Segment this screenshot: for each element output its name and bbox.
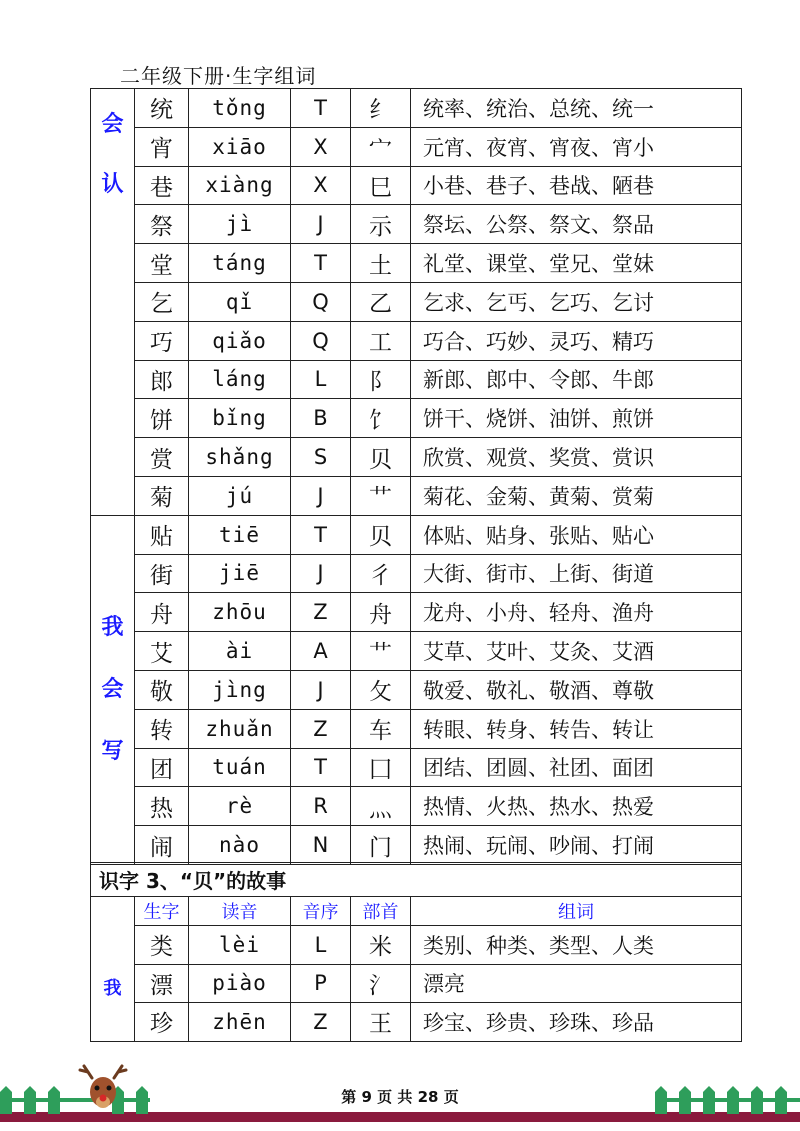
pinyin-cell: piào — [189, 964, 291, 1003]
char-cell: 舟 — [135, 593, 189, 632]
order-cell: Q — [291, 282, 351, 321]
words-cell: 礼堂、课堂、堂兄、堂妹 — [411, 244, 742, 283]
radical-cell: 王 — [351, 1003, 411, 1042]
header-radical: 部首 — [351, 897, 411, 926]
radical-cell: 舟 — [351, 593, 411, 632]
char-cell: 街 — [135, 554, 189, 593]
side-label-recognize: 会认 — [91, 89, 135, 516]
words-cell: 饼干、烧饼、油饼、煎饼 — [411, 399, 742, 438]
words-cell: 大街、街市、上街、街道 — [411, 554, 742, 593]
radical-cell: 囗 — [351, 748, 411, 787]
radical-cell: 工 — [351, 321, 411, 360]
table-row — [91, 166, 742, 205]
order-cell: S — [291, 438, 351, 477]
radical-cell: 土 — [351, 244, 411, 283]
order-cell: T — [291, 244, 351, 283]
radical-cell: 乙 — [351, 282, 411, 321]
table-row — [91, 632, 742, 671]
pinyin-cell: xiàng — [189, 166, 291, 205]
header-order: 音序 — [291, 897, 351, 926]
pinyin-cell: qǐ — [189, 282, 291, 321]
order-cell: J — [291, 670, 351, 709]
order-cell: Q — [291, 321, 351, 360]
pinyin-cell: táng — [189, 244, 291, 283]
vocab-table-main — [90, 88, 742, 865]
pinyin-cell: qiǎo — [189, 321, 291, 360]
char-cell: 转 — [135, 709, 189, 748]
header-words: 组词 — [411, 897, 742, 926]
radical-cell: 攵 — [351, 670, 411, 709]
pinyin-cell: zhuǎn — [189, 709, 291, 748]
section2-title: 识字 3、“贝”的故事 — [91, 863, 742, 897]
radical-cell: 巳 — [351, 166, 411, 205]
order-cell: J — [291, 205, 351, 244]
table-row — [91, 1003, 742, 1042]
table-row — [91, 399, 742, 438]
words-cell: 热情、火热、热水、热爱 — [411, 787, 742, 826]
order-cell: T — [291, 515, 351, 554]
words-cell: 艾草、艾叶、艾灸、艾酒 — [411, 632, 742, 671]
order-cell: Z — [291, 709, 351, 748]
radical-cell: 艹 — [351, 632, 411, 671]
char-cell: 乞 — [135, 282, 189, 321]
pinyin-cell: tuán — [189, 748, 291, 787]
char-cell: 漂 — [135, 964, 189, 1003]
pinyin-cell: jiē — [189, 554, 291, 593]
char-cell: 艾 — [135, 632, 189, 671]
char-cell: 贴 — [135, 515, 189, 554]
table-row — [91, 127, 742, 166]
pinyin-cell: nào — [189, 826, 291, 865]
table-row — [91, 89, 742, 128]
section2-title-row — [91, 863, 742, 897]
vocab-table-section2 — [90, 862, 742, 1042]
radical-cell: 示 — [351, 205, 411, 244]
order-cell: J — [291, 554, 351, 593]
radical-cell: 宀 — [351, 127, 411, 166]
order-cell: T — [291, 89, 351, 128]
char-cell: 类 — [135, 926, 189, 965]
table-row — [91, 554, 742, 593]
words-cell: 体贴、贴身、张贴、贴心 — [411, 515, 742, 554]
section2-side-label: 我 — [91, 897, 135, 1042]
words-cell: 新郎、郎中、令郎、牛郎 — [411, 360, 742, 399]
words-cell: 小巷、巷子、巷战、陋巷 — [411, 166, 742, 205]
words-cell: 祭坛、公祭、祭文、祭品 — [411, 205, 742, 244]
page-title: 二年级下册·生字组词 — [120, 64, 317, 88]
order-cell: L — [291, 926, 351, 965]
order-cell: Z — [291, 593, 351, 632]
side-label-write: 我会写 — [91, 515, 135, 864]
pinyin-cell: bǐng — [189, 399, 291, 438]
order-cell: A — [291, 632, 351, 671]
pinyin-cell: xiāo — [189, 127, 291, 166]
radical-cell: 氵 — [351, 964, 411, 1003]
radical-cell: 贝 — [351, 438, 411, 477]
radical-cell: 车 — [351, 709, 411, 748]
pinyin-cell: jì — [189, 205, 291, 244]
order-cell: B — [291, 399, 351, 438]
words-cell: 统率、统治、总统、统一 — [411, 89, 742, 128]
words-cell: 热闹、玩闹、吵闹、打闹 — [411, 826, 742, 865]
order-cell: T — [291, 748, 351, 787]
table-row — [91, 709, 742, 748]
radical-cell: 贝 — [351, 515, 411, 554]
order-cell: X — [291, 127, 351, 166]
char-cell: 赏 — [135, 438, 189, 477]
words-cell: 团结、团圆、社团、面团 — [411, 748, 742, 787]
radical-cell: 彳 — [351, 554, 411, 593]
pinyin-cell: tiē — [189, 515, 291, 554]
pinyin-cell: lèi — [189, 926, 291, 965]
table-row — [91, 282, 742, 321]
table-row — [91, 964, 742, 1003]
char-cell: 祭 — [135, 205, 189, 244]
char-cell: 巷 — [135, 166, 189, 205]
table-row — [91, 244, 742, 283]
pinyin-cell: shǎng — [189, 438, 291, 477]
pinyin-cell: jìng — [189, 670, 291, 709]
char-cell: 统 — [135, 89, 189, 128]
char-cell: 堂 — [135, 244, 189, 283]
char-cell: 郎 — [135, 360, 189, 399]
words-cell: 欣赏、观赏、奖赏、赏识 — [411, 438, 742, 477]
table-row — [91, 593, 742, 632]
table-row — [91, 787, 742, 826]
char-cell: 巧 — [135, 321, 189, 360]
pinyin-cell: tǒng — [189, 89, 291, 128]
words-cell: 类别、种类、类型、人类 — [411, 926, 742, 965]
radical-cell: 灬 — [351, 787, 411, 826]
words-cell: 龙舟、小舟、轻舟、渔舟 — [411, 593, 742, 632]
words-cell: 珍宝、珍贵、珍珠、珍品 — [411, 1003, 742, 1042]
words-cell: 菊花、金菊、黄菊、赏菊 — [411, 476, 742, 515]
words-cell: 敬爱、敬礼、敬酒、尊敬 — [411, 670, 742, 709]
table-row — [91, 826, 742, 865]
table-row — [91, 515, 742, 554]
order-cell: X — [291, 166, 351, 205]
section2-header-row — [91, 897, 742, 926]
order-cell: R — [291, 787, 351, 826]
radical-cell: 阝 — [351, 360, 411, 399]
words-cell: 漂亮 — [411, 964, 742, 1003]
order-cell: Z — [291, 1003, 351, 1042]
table-row — [91, 748, 742, 787]
radical-cell: 艹 — [351, 476, 411, 515]
pinyin-cell: láng — [189, 360, 291, 399]
table-row — [91, 321, 742, 360]
char-cell: 热 — [135, 787, 189, 826]
pinyin-cell: ài — [189, 632, 291, 671]
radical-cell: 门 — [351, 826, 411, 865]
pinyin-cell: jú — [189, 476, 291, 515]
words-cell: 转眼、转身、转告、转让 — [411, 709, 742, 748]
words-cell: 乞求、乞丐、乞巧、乞讨 — [411, 282, 742, 321]
table-row — [91, 360, 742, 399]
order-cell: L — [291, 360, 351, 399]
pinyin-cell: rè — [189, 787, 291, 826]
table-row — [91, 476, 742, 515]
page-number: 第 9 页 共 28 页 — [341, 1088, 459, 1106]
table-row — [91, 670, 742, 709]
words-cell: 元宵、夜宵、宵夜、宵小 — [411, 127, 742, 166]
char-cell: 闹 — [135, 826, 189, 865]
radical-cell: 饣 — [351, 399, 411, 438]
char-cell: 宵 — [135, 127, 189, 166]
table-row — [91, 438, 742, 477]
char-cell: 团 — [135, 748, 189, 787]
order-cell: J — [291, 476, 351, 515]
char-cell: 菊 — [135, 476, 189, 515]
pinyin-cell: zhēn — [189, 1003, 291, 1042]
order-cell: N — [291, 826, 351, 865]
pinyin-cell: zhōu — [189, 593, 291, 632]
order-cell: P — [291, 964, 351, 1003]
char-cell: 珍 — [135, 1003, 189, 1042]
char-cell: 敬 — [135, 670, 189, 709]
header-pinyin: 读音 — [189, 897, 291, 926]
radical-cell: 米 — [351, 926, 411, 965]
radical-cell: 纟 — [351, 89, 411, 128]
header-char: 生字 — [135, 897, 189, 926]
table-row — [91, 926, 742, 965]
table-row — [91, 205, 742, 244]
words-cell: 巧合、巧妙、灵巧、精巧 — [411, 321, 742, 360]
char-cell: 饼 — [135, 399, 189, 438]
